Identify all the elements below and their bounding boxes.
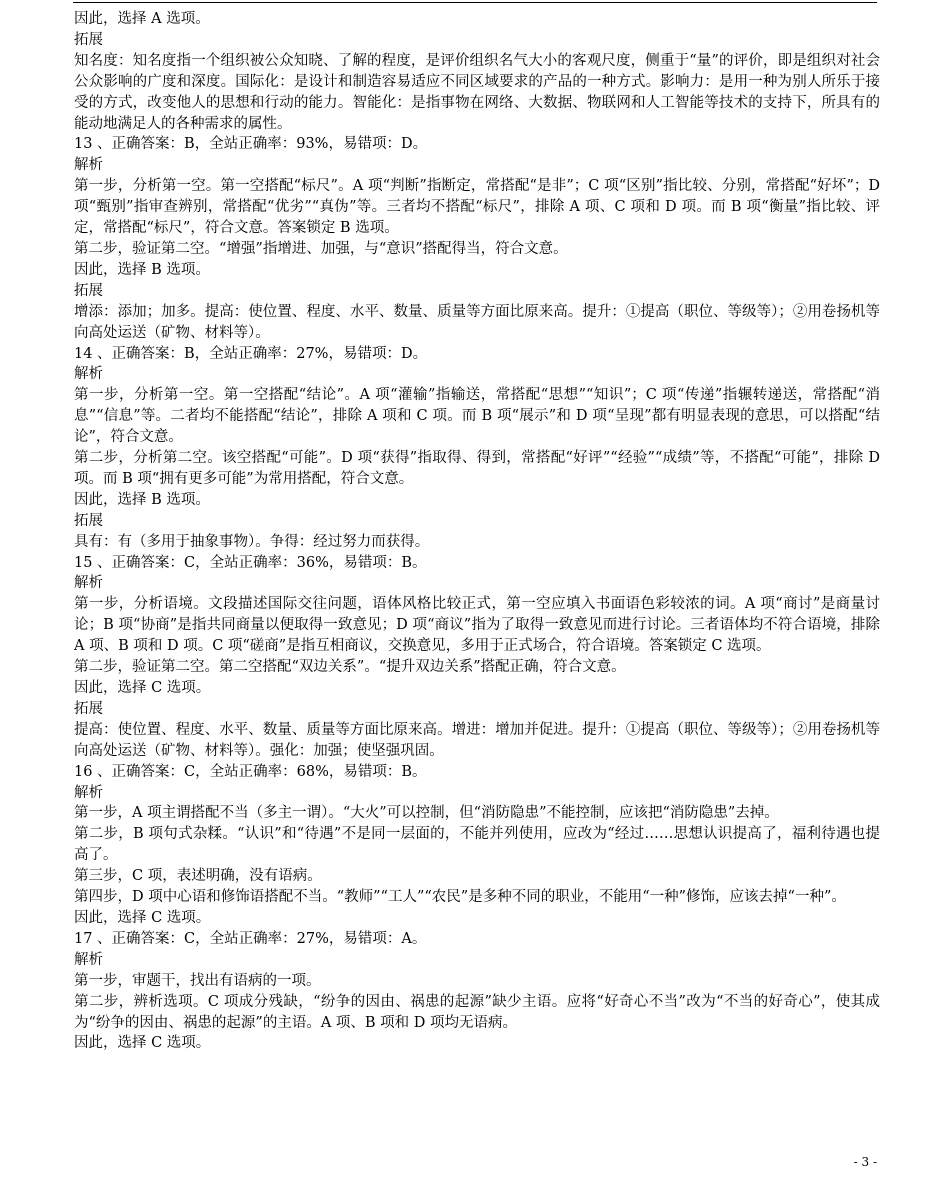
- text-line: 拓展: [74, 31, 103, 48]
- text-line: 因此，选择 C 选项。: [74, 680, 211, 696]
- text-line: 第一步，分析第一空。第一空搭配“结论”。A 项“灌输”指输送，常搭配“思想”“知识”；C 项“传递”指辗转递送，常搭配“消息”“信息”等。二者均不能搭配“结论”，排除 A 项和 C 项。而 B 项“展示”和 D 项“呈现”都有明显表现的意思，可以搭配“结论”，符合文意。: [74, 387, 880, 446]
- text-line: 14 、正确答案：B，全站正确率：27%，易错项：D。: [74, 345, 428, 362]
- text-line: 第二步，辨析选项。C 项成分残缺，“纷争的因由、祸患的起源”缺少主语。应将“好奇心不当”改为“不当的好奇心”，使其成为“纷争的因由、祸患的起源”的主语。A 项、B 项和 D 项均无语病。: [74, 993, 880, 1031]
- text-line: 增添：添加；加多。提高：使位置、程度、水平、数量、质量等方面比原来高。提升：①提高（职位、等级等）；②用卷扬机等向高处运送（矿物、材料等）。: [74, 303, 880, 341]
- text-line: 第二步，B 项句式杂糅。“认识”和“待遇”不是同一层面的，不能并列使用，应改为“经过……思想认识提高了，福利待遇也提高了。: [74, 826, 880, 864]
- text-line: 第二步，验证第二空。“增强”指增进、加强，与“意识”搭配得当，符合文意。: [74, 240, 568, 257]
- text-line: 第一步，A 项主谓搭配不当（多主一谓）。“大火”可以控制，但“消防隐患”不能控制，应该把“消防隐患”去掉。: [74, 805, 779, 822]
- text-line: 15 、正确答案：C，全站正确率：36%，易错项：B。: [74, 554, 427, 571]
- text-line: 第三步，C 项，表述明确，没有语病。: [74, 868, 322, 885]
- text-line: 解析: [74, 784, 103, 801]
- text-line: 因此，选择 A 选项。: [74, 11, 210, 27]
- text-line: 因此，选择 B 选项。: [74, 491, 210, 508]
- text-line: 第二步，分析第二空。该空搭配“可能”。D 项“获得”指取得、得到，常搭配“好评”“经验”“成绩”等，不搭配“可能”，排除 D 项。而 B 项“拥有更多可能”为常用搭配，符合文意。: [74, 450, 880, 487]
- text-line: 第四步，D 项中心语和修饰语搭配不当。“教师”“工人”“农民”是多种不同的职业，不能用“一种”修饰，应该去掉“一种”。: [74, 889, 846, 906]
- text-line: 第一步，审题干，找出有语病的一项。: [74, 972, 321, 989]
- text-line: 第一步，分析语境。文段描述国际交往问题，语体风格比较正式，第一空应填入书面语色彩较浓的词。A 项“商讨”是商量讨论；B 项“协商”是指共同商量以便取得一致意见；D 项“商议”指为了取得一致意见而进行讨论。三者语体均不符合语境，排除 A 项、B 项和 D 项。C 项“磋商”是指互相商议，交换意见，多用于正式场合，符合语境。答案锁定 C 选项。: [74, 596, 880, 655]
- page-body: [74, 9, 880, 1054]
- text-line: 拓展: [74, 282, 103, 299]
- text-line: 解析: [74, 575, 103, 592]
- text-line: 第一步，分析第一空。第一空搭配“标尺”。A 项“判断”指断定，常搭配“是非”；C 项“区别”指比较、分别，常搭配“好坏”；D 项“甄别”指审查辨别，常搭配“优劣”“真伪”等。三者均不搭配“标尺”，排除 A 项、C 项和 D 项。而 B 项“衡量”指比较、评定，常搭配“标尺”，符合文意。答案锁定 B 选项。: [74, 178, 880, 237]
- text-line: 知名度：知名度指一个组织被公众知晓、了解的程度，是评价组织名气大小的客观尺度，侧重于“量”的评价，即是组织对社会公众影响的广度和深度。国际化：是设计和制造容易适应不同区域要求的产品的一种方式。影响力：是用一种为别人所乐于接受的方式，改变他人的思想和行动的能力。智能化：是指事物在网络、大数据、物联网和人工智能等技术的支持下，所具有的能动地满足人的各种需求的属性。: [74, 52, 880, 132]
- text-line: 因此，选择 B 选项。: [74, 261, 210, 278]
- text-line: 因此，选择 C 选项。: [74, 1035, 211, 1052]
- text-line: 解析: [74, 157, 103, 174]
- text-line: 第二步，验证第二空。第二空搭配“双边关系”。“提升双边关系”搭配正确，符合文意。: [74, 659, 626, 676]
- text-line: 17 、正确答案：C，全站正确率：27%，易错项：A。: [74, 930, 427, 947]
- page-number: - 3 -: [853, 1155, 877, 1169]
- text-line: 具有：有（多用于抽象事物）。争得：经过努力而获得。: [74, 533, 430, 550]
- text-line: 提高：使位置、程度、水平、数量、质量等方面比原来高。增进：增加并促进。提升：①提高（职位、等级等）；②用卷扬机等向高处运送（矿物、材料等）。强化：加强；使坚强巩固。: [74, 721, 880, 759]
- text-line: 解析: [74, 951, 103, 968]
- text-line: 因此，选择 C 选项。: [74, 909, 211, 926]
- text-line: 拓展: [74, 700, 103, 717]
- text-line: 拓展: [74, 512, 103, 529]
- text-line: 13 、正确答案：B，全站正确率：93%，易错项：D。: [74, 136, 428, 153]
- text-line: 16 、正确答案：C，全站正确率：68%，易错项：B。: [74, 763, 427, 780]
- header-rule: [73, 2, 877, 3]
- text-line: 解析: [74, 366, 103, 383]
